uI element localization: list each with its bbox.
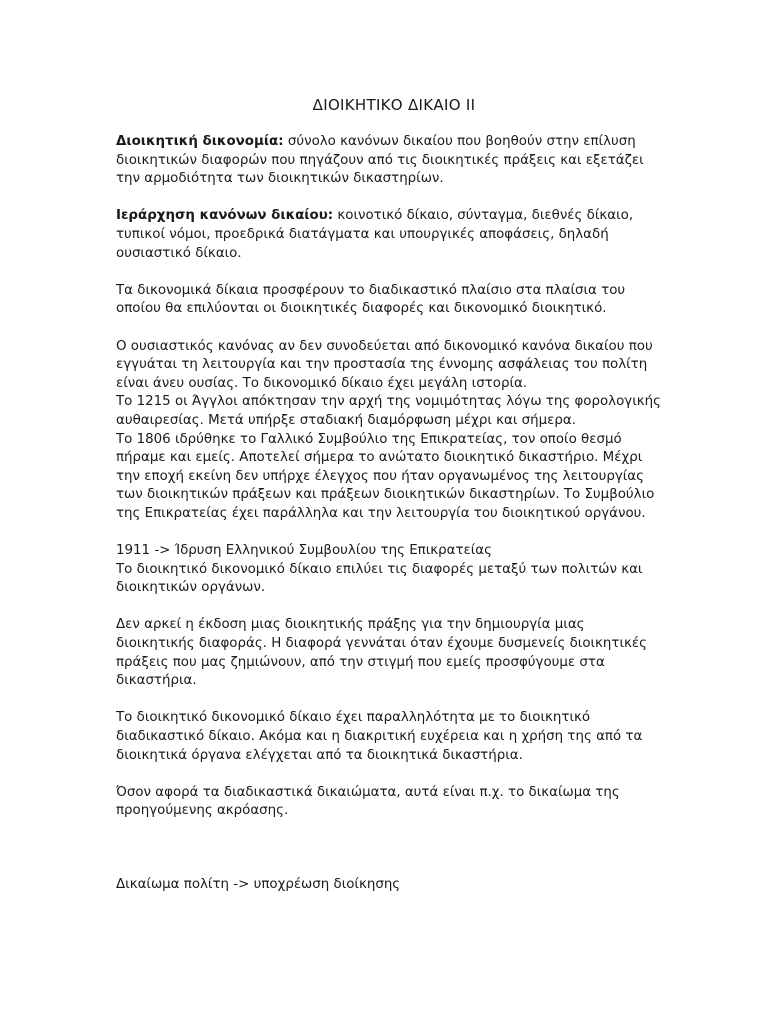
paragraph-citizen-right: Δικαίωμα πολίτη -> υποχρέωση διοίκησης [116,876,401,892]
document-page [116,96,664,895]
definition-administrative-procedure: σύνολο κανόνων δικαίου που βοηθούν στην επίλυση διοικητικών διαφορών που πηγάζουν από τις διοικητικές πράξεις και εξετάζει την αρμοδιότητα των διοικητικών δικαστηρίων. [116,134,644,187]
paragraph-1911: 1911 -> Ίδρυση Ελληνικού Συμβουλίου της Επικρατείας [116,543,492,559]
paragraph-administrative-dispute: Δεν αρκεί η έκδοση μιας διοικητικής πράξης για την δημιουργία μιας διοικητικής διαφοράς. Η διαφορά γεννάται όταν έχουμε δυσμενείς διοικητικές πράξεις που μας ζημιώνουν, από την στιγμή που εμείς προσφύγουμε στα δικαστήρια. [116,617,648,689]
paragraph-administrative-procedure [116,133,664,189]
paragraph-1806: Το 1806 ιδρύθηκε το Γαλλικό Συμβούλιο της Επικρατείας, τον οποίο θεσμό πήραμε και εμείς. Αποτελεί σήμερα το ανώτατο διοικητικό δικαστήριο. Μέχρι την εποχή εκείνη δεν υπήρχε έλεγχος που ήταν οργανωμένος της λειτουργίας των διοικητικών πράξεων και πράξεων διοικητικών δικαστηρίων. Το Συμβούλιο της Επικρατείας έχει παράλληλα και την λειτουργία του διοικητικού οργάνου. [116,431,655,521]
paragraph-procedural-rights: Όσον αφορά τα διαδικαστικά δικαιώματα, αυτά είναι π.χ. το δικαίωμα της προηγούμενης ακρόασης. [116,784,620,819]
paragraph-disputes: Το διοικητικό δικονομικό δίκαιο επιλύει τις διαφορές μεταξύ των πολιτών και διοικητικών οργάνων. [116,561,643,596]
paragraph-substantive-rule: Ο ουσιαστικός κανόνας αν δεν συνοδεύεται από δικονομικό κανόνα δικαίου που εγγυάται τη λειτουργία και την προστασία της έννομης ασφάλειας του πολίτη είναι άνευ ουσίας. Το δικονομικό δίκαιο έχει μεγάλη ιστορία. [116,338,653,391]
paragraph-1215: Το 1215 οι Άγγλοι απόκτησαν την αρχή της νομιμότητας λόγω της φορολογικής αυθαιρεσίας. Μετά υπήρξε σταδιακή διαμόρφωση μέχρι και σήμερα. [116,394,661,428]
paragraph-parallelism: Το διοικητικό δικονομικό δίκαιο έχει παραλληλότητα με το διοικητικό διαδικαστικό δίκαιο. Ακόμα και η διακριτική ευχέρεια και η χρήση της από τα διοικητικά όργανα ελέγχεται από τα διοικητικά δικαστήρια. [116,710,643,763]
definition-hierarchy-of-rules: κοινοτικό δίκαιο, σύνταγμα, διεθνές δίκαιο, τυπικοί νόμοι, προεδρικά διατάγματα και υπουργικές αποφάσεις, δηλαδή ουσιαστικό δίκαιο. [116,208,634,261]
paragraph-procedural-law: Τα δικονομικά δίκαια προσφέρουν το διαδικαστικό πλαίσιο στα πλαίσια του οποίου θα επιλύονται οι διοικητικές διαφορές και δικονομικό διοικητικό. [116,282,626,317]
document-title: ΔΙΟΙΚΗΤΙΚΟ ΔΙΚΑΙΟ ΙΙ [312,96,476,114]
term-hierarchy-of-rules: Ιεράρχηση κανόνων δικαίου: [116,208,334,224]
paragraph-hierarchy-of-rules [116,207,664,263]
term-administrative-procedure: Διοικητική δικονομία: [116,134,284,149]
